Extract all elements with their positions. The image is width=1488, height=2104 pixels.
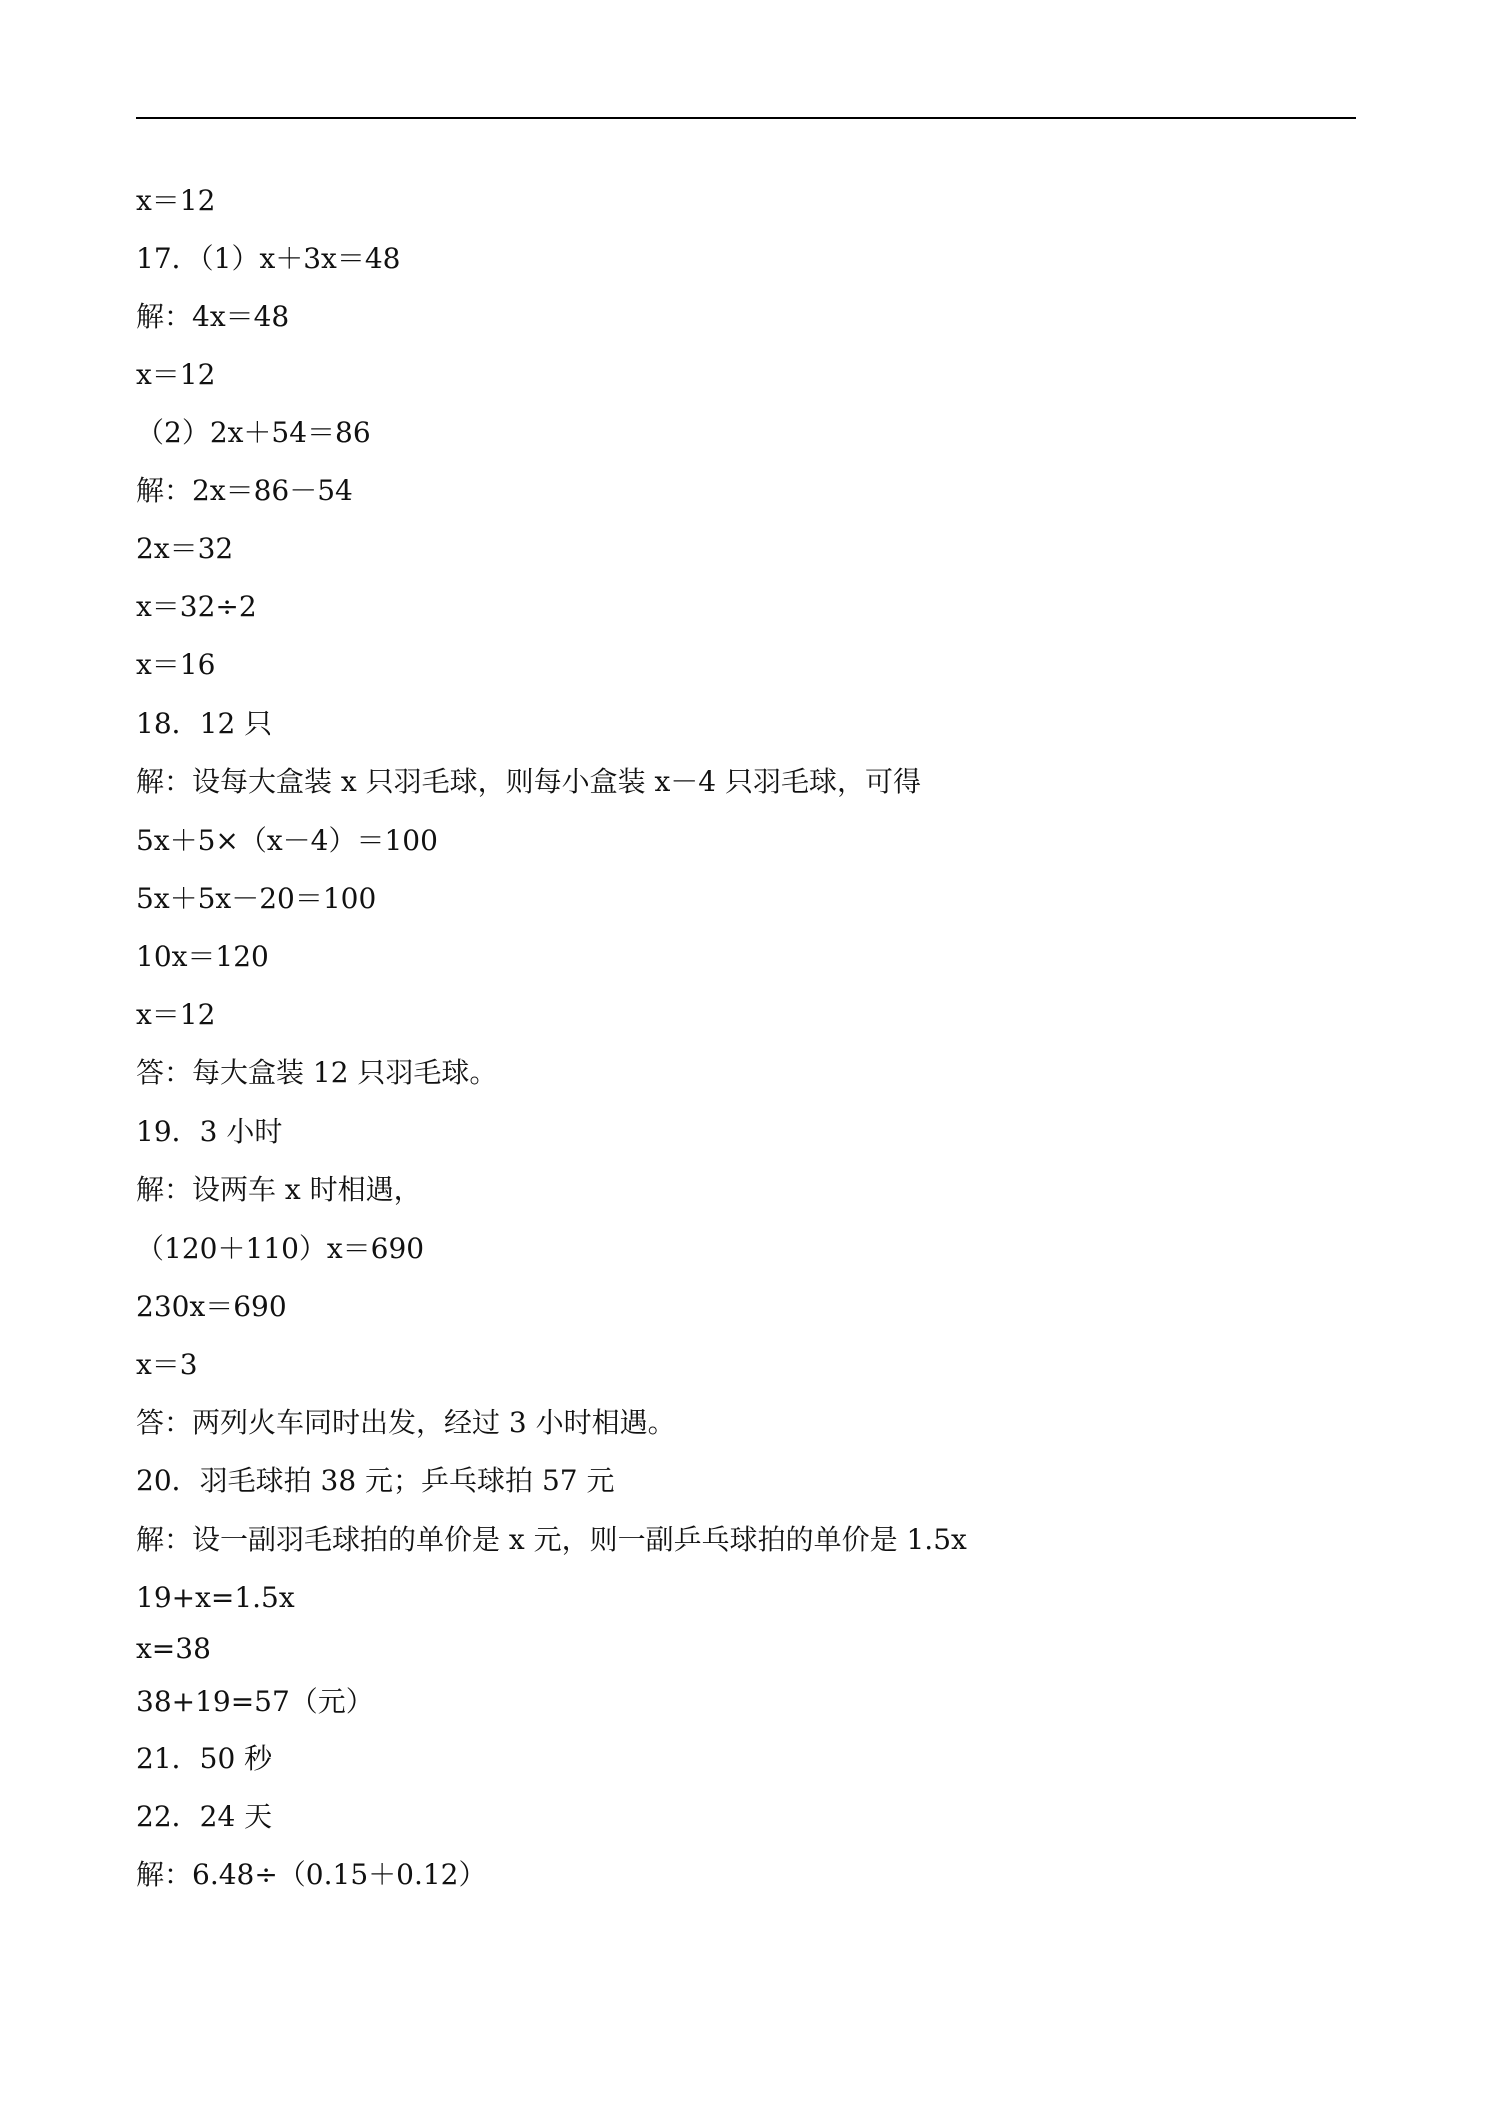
text-line: 解：设每大盒装 x 只羽毛球，则每小盒装 x－4 只羽毛球，可得 xyxy=(136,765,922,798)
text-line: x＝12 xyxy=(136,184,216,217)
text-line: 解：2x＝86－54 xyxy=(136,474,353,507)
answer-content xyxy=(136,0,1356,2104)
problem-17-heading: 17．（1）x＋3x＝48 xyxy=(136,242,401,275)
text-line: 38+19=57（元） xyxy=(136,1685,374,1718)
problem-18-heading: 18．12 只 xyxy=(136,707,273,740)
text-line: 解：设一副羽毛球拍的单价是 x 元，则一副乒乓球拍的单价是 1.5x xyxy=(136,1523,967,1556)
text-line: （2）2x＋54＝86 xyxy=(136,416,371,449)
text-line: 解：6.48÷（0.15＋0.12） xyxy=(136,1858,487,1891)
text-line: x=38 xyxy=(136,1632,211,1665)
text-line: （120＋110）x＝690 xyxy=(136,1232,425,1265)
text-line: 19+x=1.5x xyxy=(136,1581,295,1614)
text-line: 答：每大盒装 12 只羽毛球。 xyxy=(136,1056,498,1089)
text-line: x＝12 xyxy=(136,358,216,391)
text-line: 解：设两车 x 时相遇， xyxy=(136,1173,422,1206)
text-line: x＝3 xyxy=(136,1348,198,1381)
problem-20-heading: 20．羽毛球拍 38 元；乒乓球拍 57 元 xyxy=(136,1464,615,1497)
text-line: x＝16 xyxy=(136,648,216,681)
text-line: 2x＝32 xyxy=(136,532,234,565)
text-line: 230x＝690 xyxy=(136,1290,287,1323)
text-line: 5x＋5×（x－4）＝100 xyxy=(136,824,438,857)
text-line: 答：两列火车同时出发，经过 3 小时相遇。 xyxy=(136,1406,676,1439)
problem-21-heading: 21．50 秒 xyxy=(136,1742,273,1775)
text-line: x＝32÷2 xyxy=(136,590,257,623)
problem-22-heading: 22．24 天 xyxy=(136,1800,273,1833)
problem-19-heading: 19．3 小时 xyxy=(136,1115,283,1148)
text-line: 5x＋5x－20＝100 xyxy=(136,882,377,915)
text-line: x＝12 xyxy=(136,998,216,1031)
text-line: 10x＝120 xyxy=(136,940,269,973)
text-line: 解：4x＝48 xyxy=(136,300,290,333)
